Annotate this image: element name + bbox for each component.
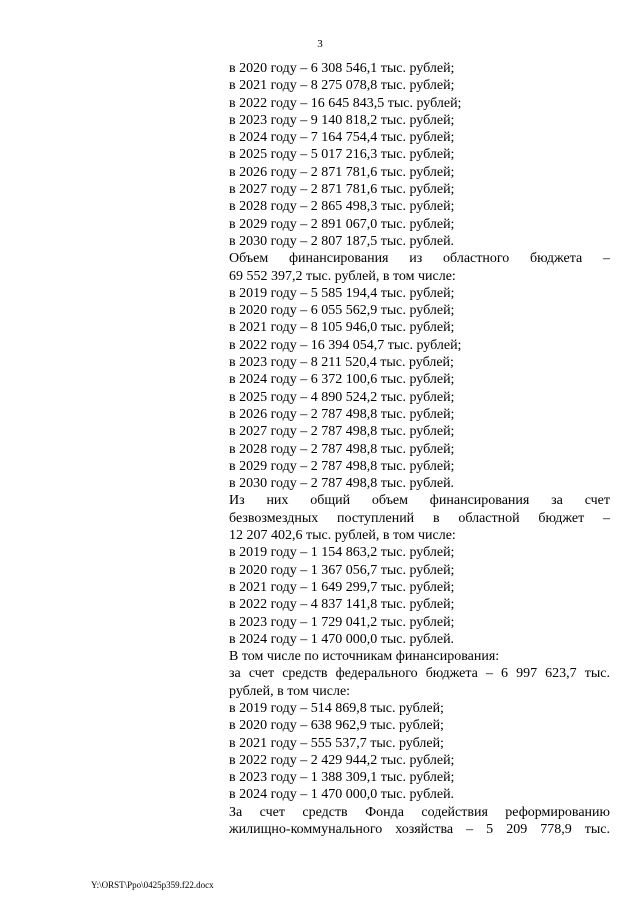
text-line: в 2024 году – 1 470 000,0 тыс. рублей. [229, 787, 455, 803]
text-line: в 2020 году – 6 055 562,9 тыс. рублей; [229, 303, 455, 319]
text-line: в 2027 году – 2 787 498,8 тыс. рублей; [229, 424, 455, 440]
text-line: в 2022 году – 4 837 141,8 тыс. рублей; [229, 597, 455, 613]
text-line: жилищно-коммунального хозяйства – 5 209 778,9 тыс. [229, 822, 610, 838]
text-line: в 2025 году – 5 017 216,3 тыс. рублей; [229, 147, 455, 163]
page-number: 3 [317, 38, 323, 50]
text-line: в 2022 году – 16 394 054,7 тыс. рублей; [229, 337, 462, 353]
text-line: в 2026 году – 2 787 498,8 тыс. рублей; [229, 406, 455, 422]
text-line: в 2021 году – 8 105 946,0 тыс. рублей; [229, 320, 455, 336]
text-line: за счет средств федерального бюджета – 6 997 623,7 тыс. [229, 666, 610, 682]
text-line: в 2020 году – 638 962,9 тыс. рублей; [229, 718, 444, 734]
text-line: в 2023 году – 1 729 041,2 тыс. рублей; [229, 614, 455, 630]
text-line: в 2024 году – 1 470 000,0 тыс. рублей. [229, 631, 455, 647]
text-line: В том числе по источникам финансирования: [229, 649, 500, 665]
text-line: в 2030 году – 2 807 187,5 тыс. рублей. [229, 233, 455, 249]
text-line: в 2022 году – 16 645 843,5 тыс. рублей; [229, 95, 462, 111]
text-line: в 2019 году – 514 869,8 тыс. рублей; [229, 700, 444, 716]
text-line: За счет средств Фонда содействия реформированию [229, 804, 610, 820]
text-line: в 2021 году – 555 537,7 тыс. рублей; [229, 735, 444, 751]
text-line: в 2021 году – 8 275 078,8 тыс. рублей; [229, 78, 455, 94]
footer-file-path: Y:\ORST\Ppo\0425p359.f22.docx [91, 880, 214, 890]
text-line: в 2028 году – 2 787 498,8 тыс. рублей; [229, 441, 455, 457]
text-line: 12 207 402,6 тыс. рублей, в том числе: [229, 528, 456, 544]
text-line: в 2019 году – 1 154 863,2 тыс. рублей; [229, 545, 455, 561]
text-line: в 2024 году – 7 164 754,4 тыс. рублей; [229, 130, 455, 146]
text-line: безвозмездных поступлений в областной бюджет – [229, 510, 610, 526]
text-line: в 2021 году – 1 649 299,7 тыс. рублей; [229, 579, 455, 595]
text-line: в 2023 году – 8 211 520,4 тыс. рублей; [229, 355, 454, 371]
text-line: в 2020 году – 6 308 546,1 тыс. рублей; [229, 61, 455, 76]
text-line: в 2029 году – 2 787 498,8 тыс. рублей; [229, 458, 455, 474]
text-line: в 2030 году – 2 787 498,8 тыс. рублей. [229, 476, 455, 492]
text-line: в 2027 году – 2 871 781,6 тыс. рублей; [229, 182, 455, 198]
text-line: в 2028 году – 2 865 498,3 тыс. рублей; [229, 199, 455, 215]
text-line: в 2022 году – 2 429 944,2 тыс. рублей; [229, 752, 455, 768]
text-line: в 2025 году – 4 890 524,2 тыс. рублей; [229, 389, 455, 405]
text-line: 69 552 397,2 тыс. рублей, в том числе: [229, 268, 456, 284]
text-line: в 2019 году – 5 585 194,4 тыс. рублей; [229, 285, 455, 301]
text-line: Из них общий объем финансирования за счет [229, 493, 610, 509]
text-line: рублей, в том числе: [229, 683, 351, 699]
text-line: в 2024 году – 6 372 100,6 тыс. рублей; [229, 372, 455, 388]
text-line: в 2029 году – 2 891 067,0 тыс. рублей; [229, 216, 455, 232]
document-body [229, 60, 610, 838]
text-line: в 2020 году – 1 367 056,7 тыс. рублей; [229, 562, 455, 578]
text-line: в 2026 году – 2 871 781,6 тыс. рублей; [229, 164, 455, 180]
text-line: в 2023 году – 9 140 818,2 тыс. рублей; [229, 112, 455, 128]
text-line: в 2023 году – 1 388 309,1 тыс. рублей; [229, 770, 455, 786]
text-line: Объем финансирования из областного бюджета – [229, 251, 610, 267]
